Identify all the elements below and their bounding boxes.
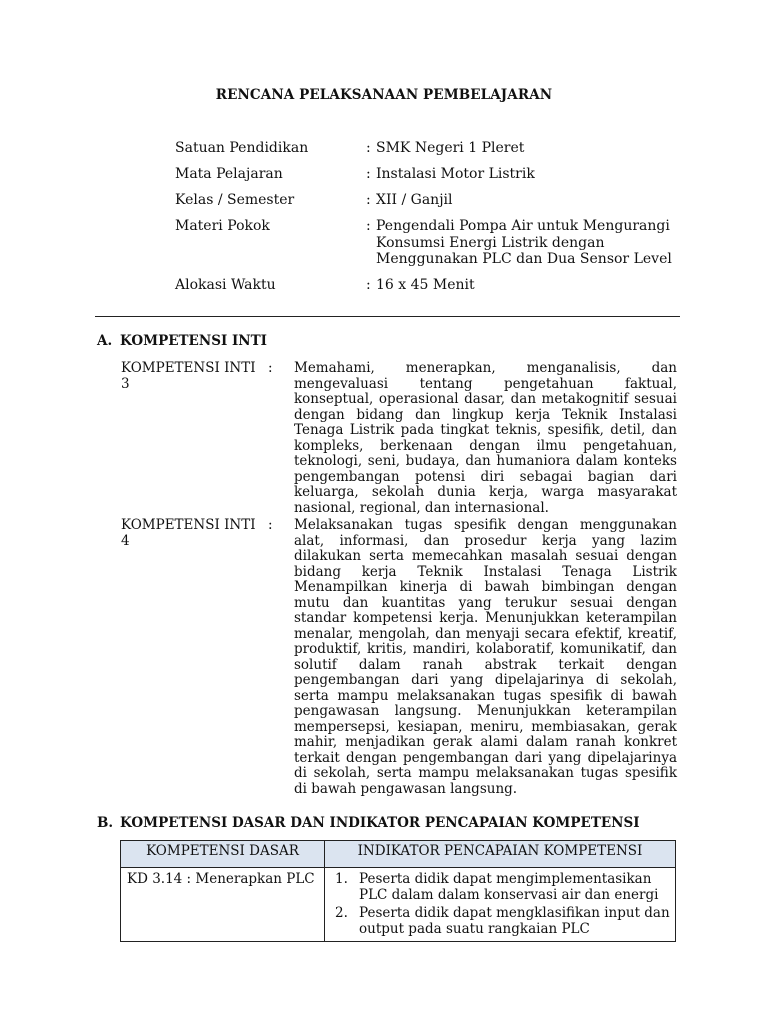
indicator-cell: [325, 868, 676, 942]
indicator-list: [331, 871, 670, 937]
identity-row-subject: [175, 166, 695, 183]
section-title: KOMPETENSI DASAR DAN INDIKATOR PENCAPAIAN KOMPETENSI: [120, 815, 640, 831]
section-b-heading: [97, 815, 640, 831]
column-header-indicator: INDIKATOR PENCAPAIAN KOMPETENSI: [325, 841, 676, 868]
competency-colon: :: [268, 517, 273, 533]
list-number: 2.: [335, 905, 348, 921]
identity-value: 16 x 45 Menit: [376, 277, 475, 293]
identity-colon: :: [366, 192, 371, 208]
competency-text: Memahami, menerapkan, menganalisis, dan mengevaluasi tentang pengetahuan faktual, konseptual, operasional dasar, dan metakognitif sesuai dengan bidang dan lingkup kerja Teknik Instalasi Tenaga Listrik pada tingkat teknis, spesifik, detil, dan kompleks, berkenaan dengan ilmu pengetahuan, teknologi, seni, budaya, dan humaniora dalam konteks pengembangan potensi diri sebagai bagian dari keluarga, sekolah dunia kerja, warga masyarakat nasional, regional, dan internasional.: [294, 360, 677, 516]
competency-label: KOMPETENSI INTI 4: [121, 517, 256, 549]
identity-colon: :: [366, 140, 371, 156]
competency-indicator-table: [120, 840, 676, 942]
list-item: [331, 905, 670, 937]
core-competency-3: [121, 361, 677, 516]
identity-colon: :: [366, 166, 371, 182]
identity-label: Kelas / Semester: [175, 192, 295, 208]
identity-colon: :: [366, 218, 371, 234]
identity-colon: :: [366, 277, 371, 293]
identity-label: Satuan Pendidikan: [175, 140, 309, 156]
identity-row-time: [175, 277, 695, 294]
identity-row-school: [175, 140, 695, 157]
list-text: Peserta didik dapat mengklasifikan input dan output pada suatu rangkaian PLC: [359, 905, 670, 937]
identity-label: Alokasi Waktu: [175, 277, 276, 293]
competency-label: KOMPETENSI INTI 3: [121, 360, 256, 392]
identity-row-topic: [175, 218, 695, 268]
identity-value: Instalasi Motor Listrik: [376, 166, 535, 182]
identity-value: SMK Negeri 1 Pleret: [376, 140, 525, 156]
document-title: RENCANA PELAKSANAAN PEMBELAJARAN: [215, 87, 553, 103]
core-competency-4: [121, 518, 677, 797]
list-number: 1.: [335, 871, 348, 887]
identity-label: Mata Pelajaran: [175, 166, 283, 182]
identity-value: Pengendali Pompa Air untuk Mengurangi Konsumsi Energi Listrik dengan Menggunakan PLC dan Dua Sensor Level: [376, 218, 672, 267]
section-a-heading: [97, 333, 267, 349]
competency-colon: :: [268, 360, 273, 376]
list-text: Peserta didik dapat mengimplementasikan PLC dalam dalam konservasi air dan energi: [359, 871, 659, 903]
table-row: [121, 868, 676, 942]
identity-value: XII / Ganjil: [376, 192, 453, 208]
section-title: KOMPETENSI INTI: [120, 333, 267, 349]
section-letter: B.: [97, 815, 114, 831]
identity-row-class: [175, 192, 695, 209]
identity-block: [175, 140, 695, 303]
kd-cell: KD 3.14 : Menerapkan PLC: [121, 868, 325, 942]
identity-label: Materi Pokok: [175, 218, 270, 234]
column-header-kd: KOMPETENSI DASAR: [121, 841, 325, 868]
section-letter: A.: [97, 333, 113, 349]
horizontal-divider: [95, 316, 680, 317]
list-item: [331, 871, 670, 903]
competency-text: Melaksanakan tugas spesifik dengan menggunakan alat, informasi, dan prosedur kerja yang lazim dilakukan serta memecahkan masalah sesuai dengan bidang kerja Teknik Instalasi Tenaga Listrik Menampilkan kinerja di bawah bimbingan dengan mutu dan kuantitas yang terukur sesuai dengan standar kompetensi kerja. Menunjukkan keterampilan menalar, mengolah, dan menyaji secara efektif, kreatif, produktif, kritis, mandiri, kolaboratif, komunikatif, dan solutif dalam ranah abstrak terkait dengan pengembangan dari yang dipelajarinya di sekolah, serta mampu melaksanakan tugas spesifik di bawah pengawasan langsung. Menunjukkan keterampilan mempersepsi, kesiapan, meniru, membiasakan, gerak mahir, menjadikan gerak alami dalam ranah konkret terkait dengan pengembangan dari yang dipelajarinya di sekolah, serta mampu melaksanakan tugas spesifik di bawah pengawasan langsung.: [294, 517, 677, 797]
table-header-row: [121, 841, 676, 868]
